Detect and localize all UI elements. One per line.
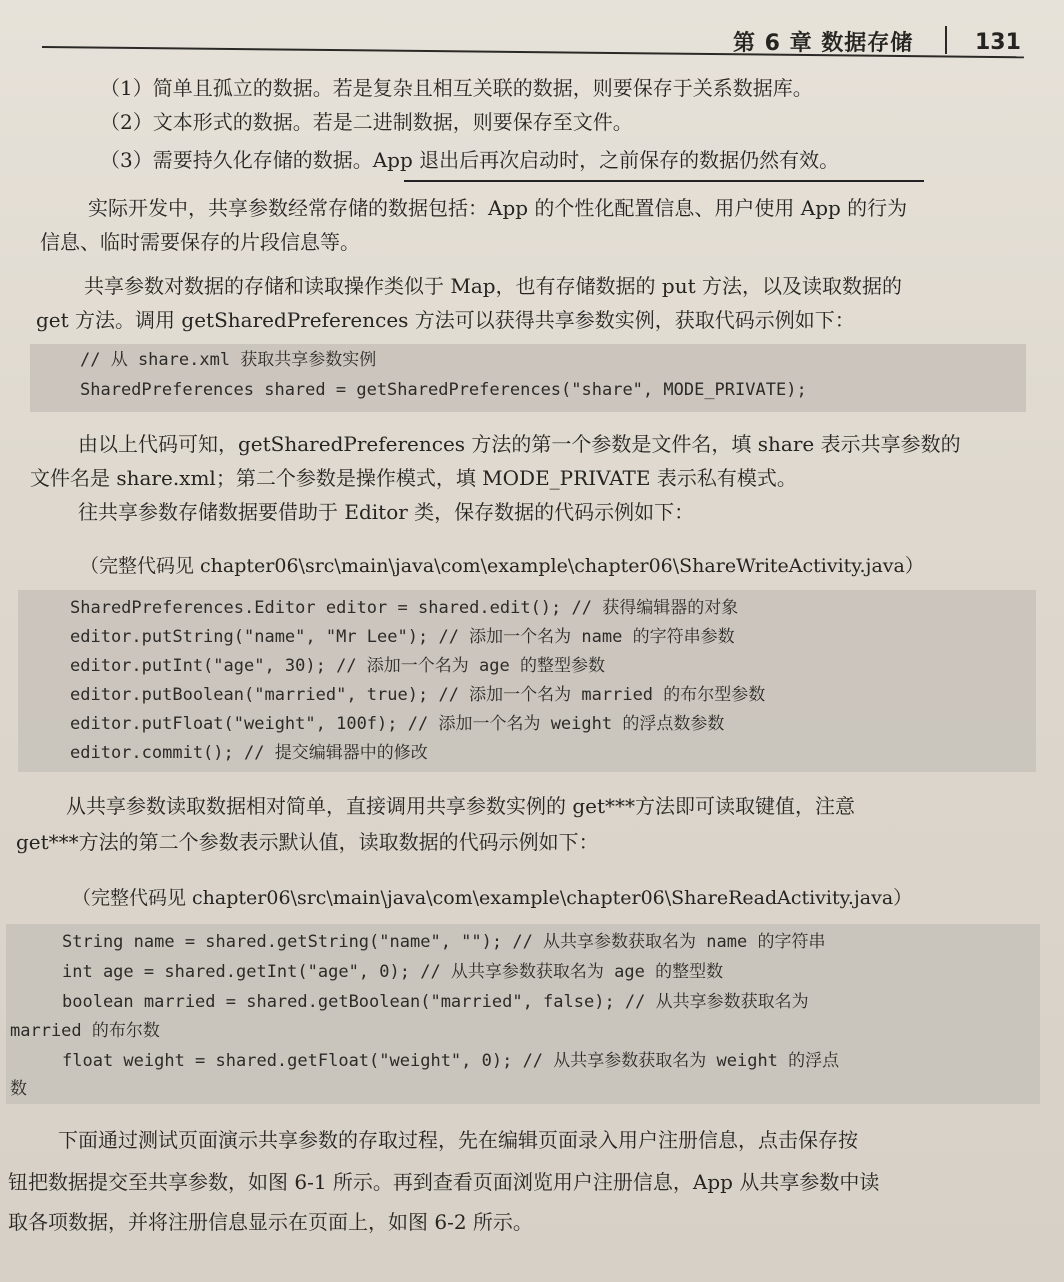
list-item: （1）简单且孤立的数据。若是复杂且相互关联的数据，则要保存于关系数据库。: [100, 76, 813, 100]
paragraph-line: 取各项数据，并将注册信息显示在页面上，如图 6-2 所示。: [8, 1210, 533, 1234]
code-line: editor.putString("name", "Mr Lee"); // 添加一个名为 name 的字符串参数: [70, 627, 735, 647]
header-separator: [945, 26, 947, 54]
page-header: [0, 0, 1064, 70]
code-line: 数: [10, 1079, 27, 1099]
paragraph-line: get***方法的第二个参数表示默认值，读取数据的代码示例如下：: [16, 830, 599, 854]
paragraph-line: 共享参数对数据的存储和读取操作类似于 Map，也有存储数据的 put 方法，以及读取数据的: [84, 274, 902, 298]
code-line: boolean married = shared.getBoolean("married", false); // 从共享参数获取名为: [62, 992, 809, 1012]
code-reference: （完整代码见 chapter06\src\main\java\com\example\chapter06\ShareReadActivity.java）: [72, 887, 913, 909]
code-reference: （完整代码见 chapter06\src\main\java\com\example\chapter06\ShareWriteActivity.java）: [80, 555, 924, 577]
paragraph-line: 往共享参数存储数据要借助于 Editor 类，保存数据的代码示例如下：: [78, 500, 695, 524]
code-line: int age = shared.getInt("age", 0); // 从共享参数获取名为 age 的整型数: [62, 962, 724, 982]
paragraph-line: 信息、临时需要保存的片段信息等。: [40, 230, 360, 254]
code-line: SharedPreferences shared = getSharedPreferences("share", MODE_PRIVATE);: [80, 380, 807, 400]
paragraph-line: 由以上代码可知，getSharedPreferences 方法的第一个参数是文件名，填 share 表示共享参数的: [78, 432, 961, 456]
paragraph-line: 从共享参数读取数据相对简单，直接调用共享参数实例的 get***方法即可读取键值，注意: [66, 794, 856, 818]
code-line: float weight = shared.getFloat("weight", 0); // 从共享参数获取名为 weight 的浮点: [62, 1051, 840, 1071]
code-line: // 从 share.xml 获取共享参数实例: [80, 350, 377, 370]
paragraph-line: 下面通过测试页面演示共享参数的存取过程，先在编辑页面录入用户注册信息，点击保存按: [58, 1128, 858, 1152]
code-line: editor.putInt("age", 30); // 添加一个名为 age 的整型参数: [70, 656, 605, 676]
paragraph-line: 实际开发中，共享参数经常存储的数据包括：App 的个性化配置信息、用户使用 App 的行为: [88, 196, 908, 220]
code-line: SharedPreferences.Editor editor = shared.edit(); // 获得编辑器的对象: [70, 598, 739, 618]
paragraph-line: 文件名是 share.xml；第二个参数是操作模式，填 MODE_PRIVATE 表示私有模式。: [30, 466, 797, 490]
paragraph-line: get 方法。调用 getSharedPreferences 方法可以获得共享参数实例，获取代码示例如下：: [36, 308, 855, 332]
code-line: editor.putFloat("weight", 100f); // 添加一个名为 weight 的浮点数参数: [70, 714, 725, 734]
paragraph-line: 钮把数据提交至共享参数，如图 6-1 所示。再到查看页面浏览用户注册信息，App 从共享参数中读: [8, 1170, 880, 1194]
chapter-title: 第 6 章 数据存储: [733, 31, 914, 56]
code-line: married 的布尔数: [10, 1021, 160, 1041]
list-item: （3）需要持久化存储的数据。App 退出后再次启动时，之前保存的数据仍然有效。: [100, 148, 840, 172]
code-line: String name = shared.getString("name", ""); // 从共享参数获取名为 name 的字符串: [62, 932, 826, 952]
code-line: editor.putBoolean("married", true); // 添加一个名为 married 的布尔型参数: [70, 685, 766, 705]
list-item: （2）文本形式的数据。若是二进制数据，则要保存至文件。: [100, 110, 633, 134]
page-number: 131: [975, 30, 1021, 55]
code-line: editor.commit(); // 提交编辑器中的修改: [70, 743, 428, 763]
handwritten-underline: [404, 180, 924, 182]
